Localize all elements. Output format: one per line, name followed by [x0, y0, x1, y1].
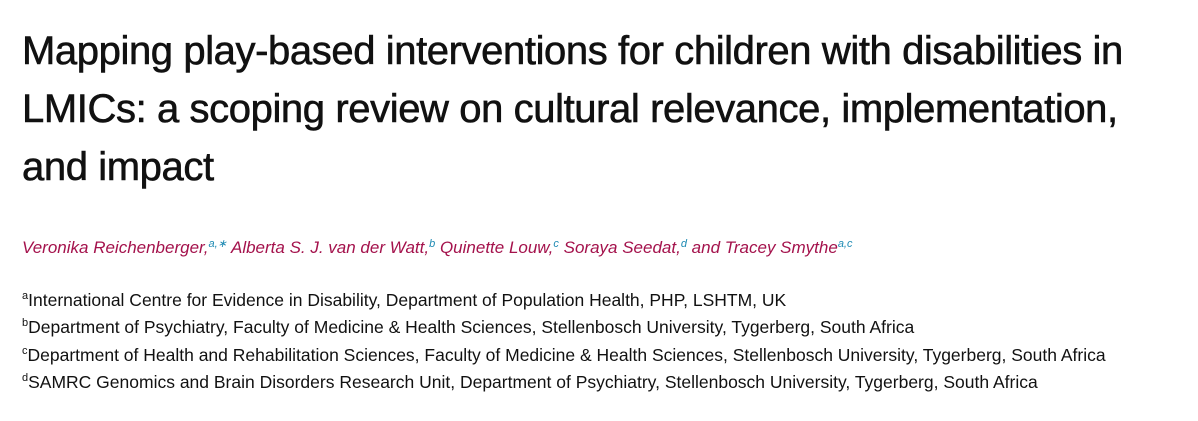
author-affiliation-mark[interactable]: a,∗ — [208, 238, 227, 250]
affiliation-text: Department of Health and Rehabilitation Sciences, Faculty of Medicine & Health Sciences, Stellenbosch University, Tygerberg, South Africa — [27, 344, 1106, 365]
affiliation-list — [22, 287, 1187, 396]
affiliation-item — [22, 287, 1187, 314]
author-affiliation-mark[interactable]: b — [429, 238, 436, 250]
affiliation-mark: b — [22, 317, 29, 330]
affiliation-mark: a — [22, 290, 29, 302]
affiliation-text: Department of Psychiatry, Faculty of Medicine & Health Sciences, Stellenbosch University, Tygerberg, South Africa — [28, 317, 915, 338]
affiliation-mark: c — [22, 344, 28, 357]
affiliation-mark: d — [22, 371, 29, 384]
author-affiliation-mark[interactable]: d — [680, 238, 687, 250]
author-name[interactable]: Quinette Louw, — [439, 238, 554, 257]
affiliation-item — [22, 369, 1187, 396]
author-name[interactable]: Soraya Seedat, — [563, 238, 681, 257]
author-affiliation-mark[interactable]: a,c — [837, 238, 853, 250]
author-name[interactable]: Alberta S. J. van der Watt, — [230, 238, 430, 257]
author-name[interactable]: Veronika Reichenberger, — [22, 238, 209, 257]
author-name[interactable]: and Tracey Smythe — [691, 238, 838, 257]
paper-header — [22, 22, 1187, 396]
affiliation-text: SAMRC Genomics and Brain Disorders Research Unit, Department of Psychiatry, Stellenbosch University, Tygerberg, South Africa — [28, 371, 1038, 392]
author-list — [22, 236, 1187, 260]
affiliation-item — [22, 342, 1187, 369]
affiliation-text: International Centre for Evidence in Disability, Department of Population Health, PHP, LSHTM, UK — [28, 290, 787, 310]
author-affiliation-mark[interactable]: c — [553, 238, 559, 250]
affiliation-item — [22, 314, 1187, 341]
paper-title: Mapping play-based interventions for children with disabilities in LMICs: a scoping review on cultural relevance, implementation, and impact — [22, 29, 1123, 189]
